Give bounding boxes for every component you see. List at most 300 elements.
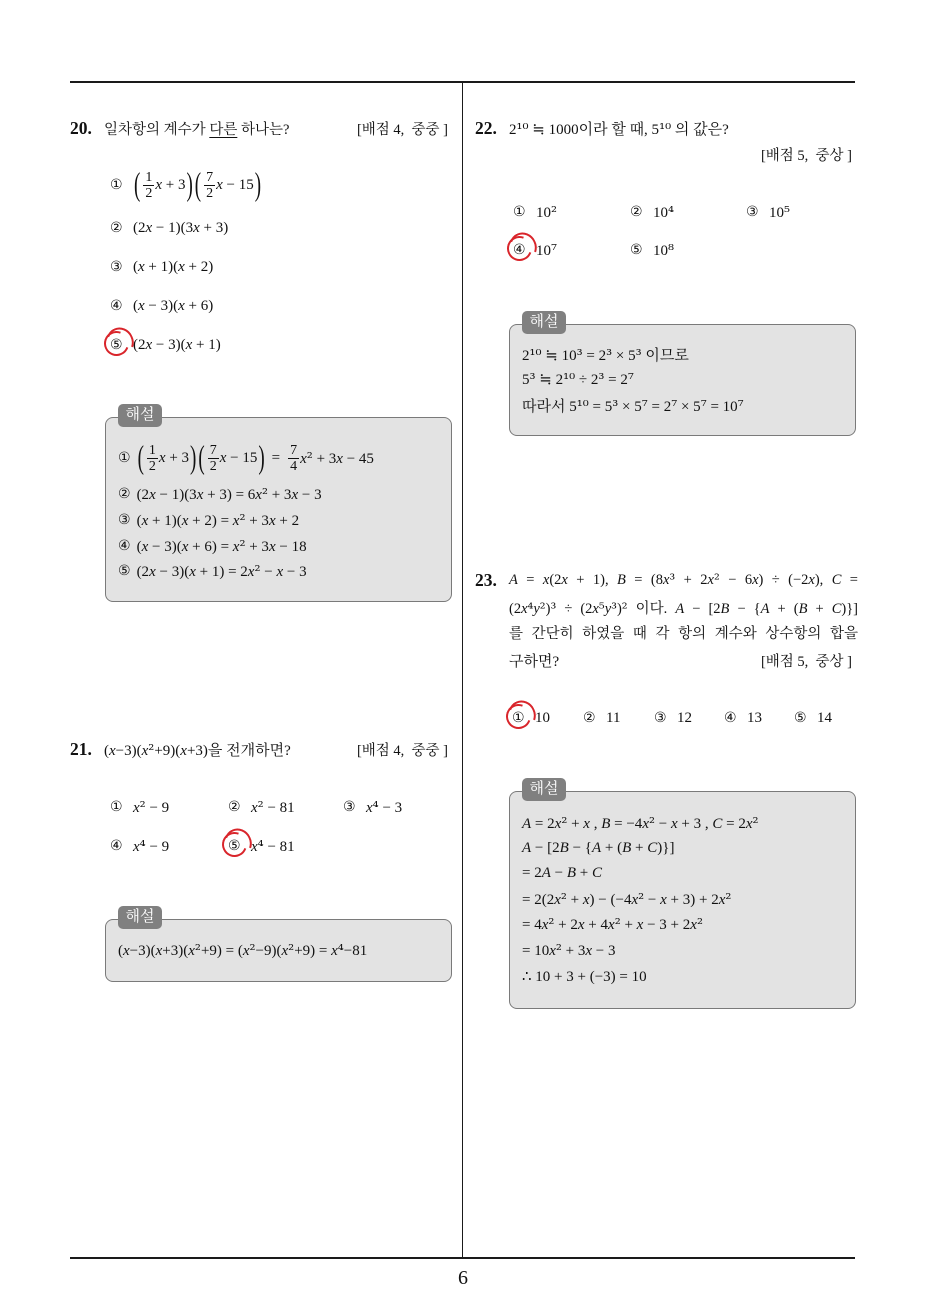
solution-line [522, 887, 731, 911]
choice-marker: ③ [110, 259, 123, 275]
choice-marker: ③ [343, 799, 356, 815]
math-superscript: ¹ [529, 345, 536, 364]
math-superscript: ⁷ [700, 396, 707, 415]
choice-5 [794, 706, 832, 730]
question-stem-line: 를 간단히 하였을 때 각 항의 계수와 상수항의 합을 [509, 626, 858, 642]
choice-1 [110, 165, 262, 205]
math-superscript: ⁷ [551, 240, 558, 259]
choice-expression: 10 [535, 709, 550, 726]
math-superscript: ³ [576, 345, 583, 364]
question-23-last-line [509, 649, 852, 671]
choice-marker: ④ [118, 538, 131, 554]
math-superscript: ² [548, 914, 555, 933]
solution-expression: = 4x² + 2x + 4x² + x − 3 + 2x² [522, 914, 703, 933]
choice-expression: x² − 81 [251, 797, 295, 816]
fraction [208, 443, 219, 474]
answer-circle-mark [218, 828, 251, 861]
choice-marker: ④ [110, 838, 123, 854]
math-superscript: ³ [550, 601, 557, 617]
solution-line [118, 938, 367, 962]
choice-2 [583, 706, 620, 730]
math-variable: x [138, 258, 145, 275]
answer-circle-mark [100, 327, 133, 360]
choice-marker: ③ [746, 204, 759, 220]
choice-2 [228, 795, 295, 819]
math-variable: x [123, 942, 130, 959]
math-variable: x [582, 891, 590, 908]
math-superscript: ⁵ [784, 202, 791, 221]
math-variable: x [554, 815, 562, 832]
math-superscript: ³ [611, 601, 617, 617]
math-superscript: ² [555, 940, 562, 959]
choice-marker: ① [118, 450, 131, 466]
solution-expression: (x−3)(x+3)(x²+9) = (x²−9)(x²+9) = x⁴−81 [118, 940, 368, 959]
math-variable: x [109, 742, 116, 759]
math-variable: x [193, 219, 200, 236]
solution-label: 해설 [522, 311, 566, 334]
math-variable: x [281, 942, 289, 959]
question-stem-line: (2x⁴y²)³ ÷ (2x⁵y³)² 이다. A − [2B − {A + (B + C)}] [509, 601, 858, 617]
solution-expression: 2¹⁰ ≒ 10³ = 2³ × 5³ 이므로 [522, 345, 689, 364]
math-superscript: ⁷ [641, 396, 648, 415]
choice-expression: x⁴ − 3 [366, 797, 403, 816]
math-variable: x [149, 563, 156, 580]
math-superscript: ² [261, 484, 268, 503]
math-variable: A [509, 572, 518, 588]
math-variable: A [591, 839, 602, 856]
choice-expression: 10⁷ [536, 240, 558, 259]
math-variable: x [181, 538, 189, 555]
term: x − 15 [216, 176, 254, 193]
math-superscript: ² [561, 813, 568, 832]
math-superscript: ² [725, 889, 732, 908]
math-variable: y [604, 601, 612, 617]
math-superscript: ² [148, 740, 155, 759]
fraction [288, 443, 299, 474]
math-superscript: ² [288, 940, 295, 959]
math-variable: x [291, 486, 299, 503]
fraction [147, 443, 158, 474]
math-variable: x [541, 916, 549, 933]
math-superscript: ¹ [563, 369, 570, 388]
question-number: 22. [475, 117, 497, 138]
math-variable: x [542, 572, 550, 588]
question-number: 20. [70, 117, 92, 138]
choice-marker: ⑤ [118, 563, 131, 579]
choice-marker: ⑤ [630, 242, 643, 258]
choice-expression: 13 [747, 709, 762, 726]
math-variable: x [155, 942, 163, 959]
math-variable: x [300, 450, 307, 467]
right-paren: ) [258, 439, 265, 477]
math-variable: x [521, 601, 528, 617]
math-superscript: ² [249, 940, 256, 959]
math-superscript: ¹ [516, 119, 523, 138]
fraction-numerator: 1 [148, 442, 156, 458]
math-superscript: ⁰ [582, 396, 589, 415]
right-paren: ) [186, 166, 193, 204]
choice-expression: 10⁸ [653, 240, 675, 259]
math-variable: x [268, 538, 276, 555]
math-variable: A [522, 815, 532, 832]
choice-marker: ② [118, 486, 131, 502]
score-difficulty: [배점 5, 중상 ] [760, 653, 852, 670]
solution-line [118, 559, 307, 583]
math-superscript: ² [614, 914, 621, 933]
question-stem [104, 118, 289, 139]
math-variable: B [720, 601, 730, 617]
math-variable: x [181, 512, 189, 529]
math-variable: x [608, 916, 615, 933]
math-variable: x [690, 916, 697, 933]
math-superscript: ³ [529, 369, 536, 388]
question-stem: (x−3)(x²+9)(x+3)을 전개하면? [104, 740, 291, 759]
math-variable: x [752, 572, 759, 588]
solution-label: 해설 [522, 778, 566, 801]
choice-5 [110, 333, 221, 357]
math-variable: B [798, 601, 808, 617]
right-paren: ) [190, 439, 197, 477]
left-paren: ( [137, 439, 144, 477]
choice-expression: x² − 9 [133, 797, 170, 816]
left-paren: ( [194, 166, 202, 204]
solution-line [522, 964, 647, 988]
choice-marker: ② [228, 799, 241, 815]
math-variable: B [566, 864, 577, 881]
fraction-denominator: 2 [148, 458, 156, 474]
math-variable: x [808, 572, 815, 588]
math-variable: x [255, 486, 262, 503]
choice-marker: ② [110, 220, 123, 236]
fraction-denominator: 2 [145, 185, 153, 201]
solution-expression: 따라서 5¹⁰ = 5³ × 5⁷ = 2⁷ × 5⁷ = 10⁷ [522, 396, 744, 415]
math-superscript: ⁰ [522, 119, 529, 138]
stem-text: 하나는? [237, 121, 290, 138]
math-variable: A [541, 864, 551, 881]
math-superscript: ⁴ [139, 836, 146, 855]
math-variable: x [662, 572, 670, 588]
math-variable: x [276, 563, 284, 580]
solution-box-23 [509, 781, 856, 1009]
solution-line [522, 861, 602, 885]
math-superscript: ⁰ [535, 345, 542, 364]
page-number: 6 [458, 1267, 468, 1289]
math-variable: x [180, 742, 187, 759]
choice-marker: ① [512, 709, 535, 727]
score-difficulty: [배점 4, 중중 ] [356, 742, 448, 759]
math-variable: x [219, 449, 227, 466]
choice-expression: 11 [606, 709, 621, 726]
solution-line [118, 508, 299, 532]
left-paren: ( [198, 439, 205, 477]
choice-expression: x⁴ − 81 [251, 836, 295, 855]
math-variable: x [670, 815, 678, 832]
math-variable: x [745, 815, 753, 832]
fraction-denominator: 2 [206, 185, 214, 201]
math-variable: x [216, 176, 223, 193]
math-superscript: ² [638, 889, 645, 908]
math-variable: x [158, 449, 166, 466]
stem-text: 일차항의 계수가 [104, 121, 210, 138]
math-superscript: ⁵ [598, 601, 605, 617]
question-number: 21. [70, 738, 92, 759]
math-variable: x [196, 486, 204, 503]
solution-box-20 [105, 407, 452, 602]
solution-line [118, 482, 322, 506]
choice-3 [746, 200, 790, 224]
question-stem-line: A = x(2x + 1), B = (8x³ + 2x² − 6x) ÷ (−2x), C = [509, 572, 858, 588]
math-variable: C [831, 601, 842, 617]
math-superscript: ¹ [576, 396, 583, 415]
solution-expression: A − [2B − {A + (B + C)}] [522, 839, 675, 856]
math-variable: x [188, 942, 195, 959]
choice-expression: (2x − 3)(x + 1) [133, 336, 221, 353]
math-variable: B [601, 815, 611, 832]
fraction-denominator: 4 [290, 458, 298, 474]
solution-line [522, 938, 616, 962]
question-21-header [70, 738, 448, 760]
choice-expression: 12 [677, 709, 692, 726]
math-variable: x [592, 601, 599, 617]
math-superscript: ² [239, 536, 246, 555]
choice-marker: ① [110, 799, 123, 815]
math-variable: y [533, 601, 540, 617]
stem-underlined-word: 다른 [209, 121, 238, 138]
solution-line [522, 342, 689, 366]
equals-sign: = [271, 449, 281, 466]
math-superscript: ² [560, 889, 567, 908]
choice-4 [513, 238, 557, 262]
choice-4 [724, 706, 762, 730]
math-variable: x [178, 297, 185, 314]
math-variable: B [559, 839, 569, 856]
choice-expression: 10² [536, 202, 558, 221]
score-difficulty: [배점 5, 중상 ] [760, 147, 852, 164]
question-stem-line: 구하면? [509, 653, 560, 670]
math-variable: C [647, 839, 658, 856]
bottom-rule [70, 1257, 855, 1259]
fraction [143, 170, 154, 201]
math-variable: x [660, 891, 667, 908]
math-variable: x [141, 742, 149, 759]
solution-line [522, 393, 744, 417]
math-superscript: ³ [612, 396, 619, 415]
math-superscript: ² [257, 797, 264, 816]
math-variable: x [336, 450, 343, 467]
math-superscript: ³ [635, 345, 642, 364]
choice-expression: 10⁵ [769, 202, 791, 221]
choice-expression: (2x − 1)(3x + 3) [133, 219, 229, 236]
math-variable: x [707, 572, 714, 588]
choice-3 [110, 255, 213, 279]
solution-box-21 [105, 909, 452, 982]
choice-2 [630, 200, 674, 224]
math-variable: x [133, 838, 140, 855]
choice-1 [110, 795, 169, 819]
math-variable: x [718, 891, 726, 908]
score-difficulty: [배점 4, 중중 ] [356, 121, 448, 138]
math-variable: A [760, 601, 770, 617]
solution-line [522, 912, 703, 936]
term: x² + 3x − 45 [300, 448, 374, 467]
solution-label: 해설 [118, 906, 162, 929]
math-variable: x [577, 916, 585, 933]
math-variable: x [251, 799, 258, 816]
math-variable: x [242, 942, 250, 959]
math-variable: x [268, 512, 276, 529]
choice-marker: ④ [110, 298, 123, 314]
choice-1 [512, 706, 550, 730]
math-variable: x [549, 942, 556, 959]
math-superscript: ⁸ [668, 240, 675, 259]
fraction-denominator: 2 [209, 458, 217, 474]
math-variable: x [141, 512, 149, 529]
choice-marker: ③ [654, 710, 667, 726]
math-variable: x [155, 176, 162, 193]
solution-expression: A = 2x² + x , B = −4x² − x + 3 , C = 2x² [522, 813, 759, 832]
math-variable: C [592, 864, 603, 881]
fraction-numerator: 7 [290, 442, 298, 458]
math-variable: B [622, 839, 632, 856]
math-variable: x [636, 916, 644, 933]
math-superscript: ⁴ [527, 601, 534, 617]
question-number: 23. [475, 570, 497, 590]
term: x + 3 [158, 449, 190, 466]
question-stem: 2¹⁰ ≒ 1000이라 할 때, 5¹⁰ 의 값은? [509, 119, 729, 138]
math-superscript: ² [696, 914, 703, 933]
math-variable: x [133, 799, 140, 816]
math-superscript: ⁴ [372, 797, 379, 816]
choice-marker: ④ [724, 710, 737, 726]
solution-line [118, 534, 307, 558]
choice-marker: ② [583, 710, 596, 726]
math-superscript: ² [306, 448, 313, 467]
question-22-meta-row [475, 143, 852, 165]
answer-circle-mark [503, 232, 536, 265]
math-variable: x [331, 942, 338, 959]
math-variable: x [185, 336, 193, 353]
math-superscript: ⁰ [665, 119, 672, 138]
math-variable: x [251, 838, 258, 855]
math-variable: x [561, 572, 568, 588]
solution-line [522, 367, 634, 391]
choice-4 [110, 294, 213, 318]
fraction-numerator: 7 [206, 169, 214, 185]
math-superscript: ² [139, 797, 146, 816]
question-22-header [475, 117, 852, 139]
math-superscript: ² [551, 202, 558, 221]
math-superscript: ⁴ [668, 202, 675, 221]
solution-line [522, 811, 759, 835]
right-paren: ) [254, 166, 262, 204]
math-superscript: ¹ [659, 119, 666, 138]
math-variable: x [232, 538, 240, 555]
choice-expression: 10⁴ [653, 202, 675, 221]
solution-line [118, 438, 374, 478]
choice-marker: ② [630, 204, 643, 220]
choice-5 [630, 238, 674, 262]
math-superscript: ³ [669, 572, 676, 588]
math-superscript: ² [621, 601, 628, 617]
math-variable: x [247, 563, 255, 580]
math-variable: x [642, 815, 649, 832]
solution-label: 해설 [118, 404, 162, 427]
answer-circle-mark [502, 700, 535, 733]
fraction-numerator: 1 [145, 169, 153, 185]
choice-1 [513, 200, 557, 224]
math-variable: x [145, 219, 153, 236]
math-variable: C [712, 815, 723, 832]
math-variable: x [585, 942, 593, 959]
solution-expression: ∴ 10 + 3 + (−3) = 10 [522, 968, 647, 985]
choice-3 [654, 706, 692, 730]
math-variable: x [138, 297, 145, 314]
math-superscript: ² [239, 510, 246, 529]
math-variable: A [675, 601, 685, 617]
choice-5 [228, 834, 295, 858]
math-superscript: ⁷ [627, 369, 634, 388]
choice-marker: ⑤ [794, 710, 807, 726]
solution-line [522, 836, 674, 860]
choice-marker: ① [110, 177, 123, 193]
math-variable: x [366, 799, 373, 816]
choice-marker: ④ [513, 241, 536, 259]
choice-2 [110, 216, 228, 240]
left-paren: ( [134, 166, 141, 204]
math-superscript: ² [713, 572, 720, 588]
column-divider [462, 82, 463, 1258]
math-superscript: ² [752, 813, 759, 832]
fraction-numerator: 7 [209, 442, 217, 458]
choice-marker: ③ [118, 512, 131, 528]
choice-expression: (x − 3)(x + 6) [133, 297, 214, 314]
solution-expression: (2x − 3)(x + 1) = 2x² − x − 3 [136, 561, 307, 580]
math-variable: x [631, 891, 639, 908]
solution-box-22 [509, 314, 856, 436]
choice-expression: (x + 1)(x + 2) [133, 258, 214, 275]
math-variable: x [554, 891, 561, 908]
solution-expression: (2x − 1)(3x + 3) = 6x² + 3x − 3 [136, 484, 322, 503]
math-superscript: ³ [606, 345, 613, 364]
choice-marker: ⑤ [228, 837, 251, 855]
math-variable: x [232, 512, 240, 529]
math-variable: x [141, 538, 149, 555]
choice-marker: ① [513, 204, 526, 220]
solution-expression: = 10x² + 3x − 3 [522, 940, 616, 959]
choice-3 [343, 795, 402, 819]
math-variable: x [178, 258, 185, 275]
math-variable: x [189, 563, 196, 580]
solution-expression: 5³ ≒ 2¹⁰ ÷ 2³ = 2⁷ [522, 369, 634, 388]
solution-expression: (x − 3)(x + 6) = x² + 3x − 18 [136, 536, 307, 555]
math-superscript: ² [194, 940, 201, 959]
math-superscript: ⁴ [337, 940, 344, 959]
math-variable: C [831, 572, 842, 588]
math-variable: B [617, 572, 626, 588]
math-variable: x [583, 815, 590, 832]
choice-4 [110, 834, 169, 858]
choice-expression: 14 [817, 709, 832, 726]
math-superscript: ² [254, 561, 261, 580]
term: x + 3 [155, 176, 186, 193]
math-variable: A [522, 839, 532, 856]
math-superscript: ⁷ [737, 396, 744, 415]
math-superscript: ⁷ [671, 396, 678, 415]
solution-expression: (x + 1)(x + 2) = x² + 3x + 2 [136, 510, 300, 529]
solution-expression: = 2(2x² + x) − (−4x² − x + 3) + 2x² [522, 889, 732, 908]
solution-expression: = 2A − B + C [522, 864, 603, 881]
choice-marker: ⑤ [110, 336, 133, 354]
